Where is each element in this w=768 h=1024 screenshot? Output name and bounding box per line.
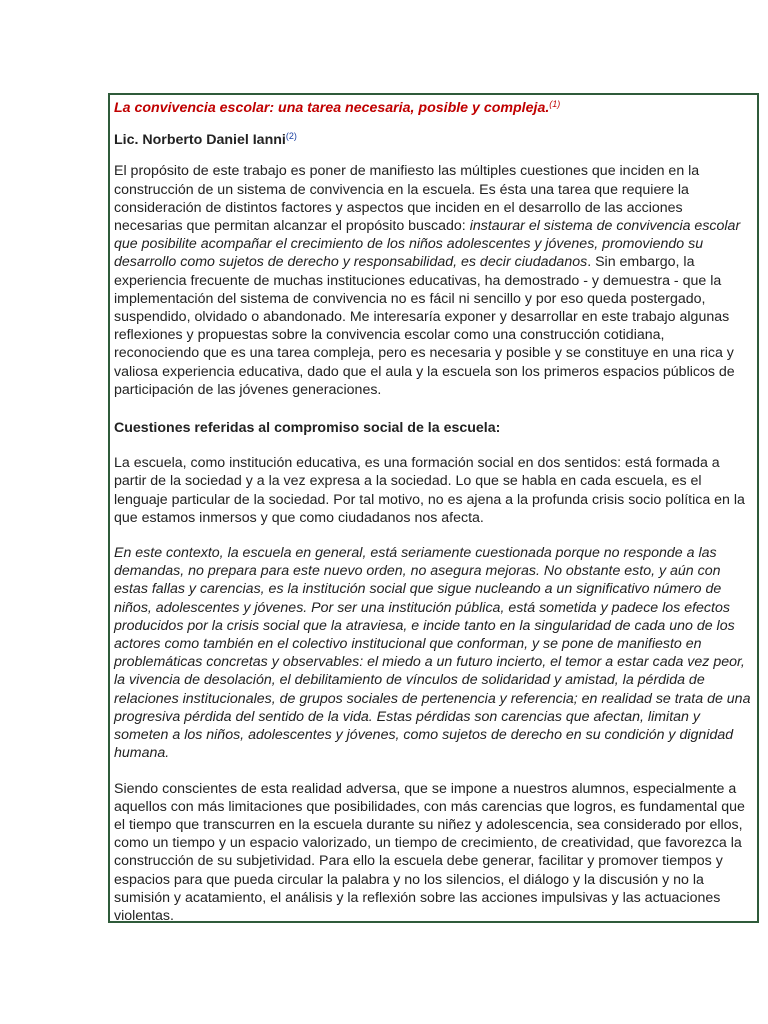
paragraph-context-italic: En este contexto, la escuela en general, está seriamente cuestionada porque no responde a las demandas, no prepara para este nuevo orden, no asegura mejoras. No obstante esto, y aún con estas fallas y carencias, es la institución social que sigue nucleando a un significativo número de niños, adolescentes y jóvenes. Por ser una institución pública, está sometida y padece los efectos producidos por la crisis social que la atraviesa, e incide tanto en la singularidad de cada uno de los actores como también en el colectivo institucional que conforman, y se pone de manifiesto en problemáticas concretas y observables: el miedo a un futuro incierto, el temor a estar cada vez peor, la vivencia de desolación, el debilitamiento de vínculos de solidaridad y amistad, la pérdida de relaciones institucionales, de grupos sociales de pertenencia y referencia; en realidad se trata de una progresiva pérdida del sentido de la vida. Estas pérdidas son carencias que afectan, limitan y someten a los niños, adolescentes y jóvenes, como sujetos de derecho en su condición y dignidad humana. <box>114 545 751 762</box>
document-frame <box>108 93 759 923</box>
intro-text-start: El propósito de este trabajo es poner de manifiesto las múltiples cuestiones que inciden en la construcción de un sistema de convivencia en la escuela. Es ésta una tarea que requiere la consideración de distintos factores y aspectos que inciden en el desarrollo de las acciones necesarias que permitan alcanzar el propósito buscado: <box>114 163 700 235</box>
document-content <box>114 99 751 925</box>
section-heading: Cuestiones referidas al compromiso social de la escuela: <box>114 420 501 437</box>
author-footnote-link[interactable]: (2) <box>285 131 297 142</box>
paragraph-adverse-reality: Siendo conscientes de esta realidad adversa, que se impone a nuestros alumnos, especialmente a aquellos con más limitaciones que posibilidades, con más carencias que logros, es fundamental que el tiempo que transcurren en la escuela durante su niñez y adolescencia, sea considerado por ellos, como un tiempo y un espacio valorizado, un tiempo de crecimiento, de creatividad, que favorezca la construcción de su subjetividad. Para ello la escuela debe generar, facilitar y promover tiempos y espacios para que pueda circular la palabra y no los silencios, el diálogo y la discusión y no la sumisión y acatamiento, el análisis y la reflexión sobre las acciones impulsivas y las actuaciones violentas. <box>114 780 745 924</box>
paragraph-intro <box>114 162 751 399</box>
intro-text-italic: instaurar el sistema de convivencia escolar que posibilite acompañar el crecimiento de los niños adolescentes y jóvenes, promoviendo su desarrollo como sujetos de derecho y responsabilidad, es decir ciudadanos <box>114 218 741 271</box>
title-text: La convivencia escolar: una tarea necesaria, posible y compleja. <box>114 100 550 116</box>
intro-text-end: . Sin embargo, la experiencia frecuente de muchas instituciones educativas, ha demostrado - y demuestra - que la implementación del sistema de convivencia no es fácil ni sencillo y por eso queda postergado, suspendido, olvidado o abandonado. Me interesaría exponer y desarrollar en este trabajo algunas reflexiones y propuestas sobre la convivencia escolar como una construcción cotidiana, reconociendo que es una tarea compleja, pero es necesaria y posible y se constituye en una rica y valiosa experiencia educativa, dado que el aula y la escuela son los primeros espacios públicos de participación de las jóvenes generaciones. <box>114 254 735 398</box>
title-footnote-link[interactable]: (1) <box>549 99 561 109</box>
paragraph-school-society: La escuela, como institución educativa, es una formación social en dos sentidos: está formada a partir de la sociedad y a la vez expresa a la sociedad. Lo que se habla en cada escuela, es el lenguaje particular de la sociedad. Por tal motivo, no es ajena a la profunda crisis socio política en la que estamos inmersos y que como ciudadanos nos afecta. <box>114 455 745 526</box>
author-name: Lic. Norberto Daniel Ianni <box>114 132 286 149</box>
document-title <box>114 99 751 117</box>
author-line <box>114 131 751 149</box>
